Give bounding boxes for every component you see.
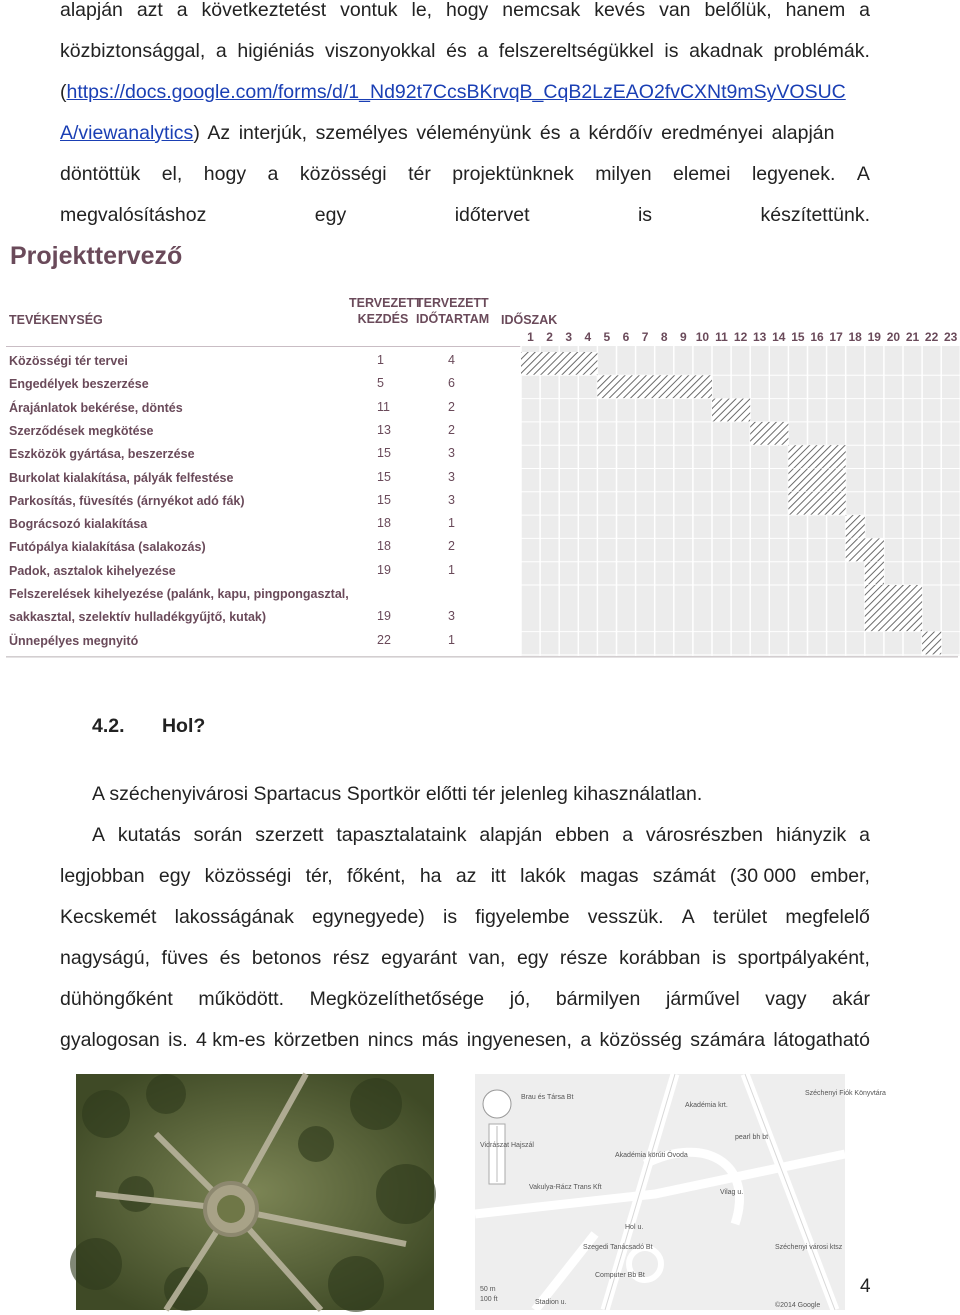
text-line-4 xyxy=(60,113,870,154)
line5-word: legyenek. xyxy=(751,163,836,185)
p2-word: az xyxy=(455,865,477,887)
p2-line xyxy=(60,1020,870,1061)
gantt-chart xyxy=(0,236,960,656)
line2-word: akadnak xyxy=(689,40,763,62)
p2-word: Megközelíthetősége xyxy=(309,988,485,1010)
gantt-bar xyxy=(788,492,845,515)
p2-word: hiányzik xyxy=(775,824,847,846)
line1-word: azt xyxy=(136,0,163,21)
planned-duration: 2 xyxy=(448,539,455,554)
p2-word: járművel xyxy=(666,988,740,1010)
period-number: 23 xyxy=(944,330,958,344)
p2-word: ha xyxy=(419,865,442,887)
p2-word: működött. xyxy=(198,988,284,1010)
period-number: 9 xyxy=(679,330,687,344)
p2-word: füves xyxy=(161,947,209,969)
p2-word: körzetben xyxy=(273,1029,360,1051)
activity-label: Szerződések megkötése xyxy=(9,423,154,438)
p2-word: van, xyxy=(468,947,506,969)
p2-word: magas xyxy=(579,865,639,887)
map-label: Vakulya-Rácz Trans Kft xyxy=(529,1184,602,1191)
gantt-title: Projekttervező xyxy=(10,242,183,270)
activity-label: Bográcsozó kialakítása xyxy=(9,517,148,532)
planned-start: 18 xyxy=(377,539,391,554)
map-label: Akadémia körúti Óvoda xyxy=(615,1152,688,1159)
map-label: Computer Bb Bt xyxy=(595,1272,645,1279)
period-number: 19 xyxy=(867,330,881,344)
text-line-1 xyxy=(60,0,870,31)
p2-word: egyaránt xyxy=(381,947,458,969)
p2-word: a xyxy=(859,824,870,846)
p2-word: (30 000 xyxy=(729,865,797,887)
map-label: Akadémia krt. xyxy=(685,1102,728,1109)
period-number: 10 xyxy=(695,330,710,344)
activity-label: Burkolat kialakítása, pályák felfestése xyxy=(9,470,234,485)
map-label: Stadion u. xyxy=(535,1299,567,1306)
period-number: 16 xyxy=(810,330,824,344)
p2-line xyxy=(60,938,870,979)
map-label: Széchenyi Fiók Könyvtára xyxy=(805,1090,886,1097)
col-activity-header: TEVÉKENYSÉG xyxy=(9,313,103,327)
map-label: Szegedi Tanácsadó Bt xyxy=(583,1244,653,1251)
col-start-line2: KEZDÉS xyxy=(357,312,409,326)
gantt-bar xyxy=(788,445,845,468)
map-label: pearl bh bt xyxy=(735,1134,769,1141)
period-number: 22 xyxy=(924,330,939,344)
p2-word: vagy xyxy=(765,988,807,1010)
col-period-header: IDŐSZAK xyxy=(501,313,558,327)
period-number: 5 xyxy=(603,330,611,344)
planned-duration: 3 xyxy=(448,492,455,507)
p2-word: Kecskemét xyxy=(60,906,157,928)
gantt-bar xyxy=(712,399,750,422)
activity-label: Közösségi tér tervei xyxy=(9,354,128,368)
line2-word: a xyxy=(215,40,227,62)
p2-word: tér, xyxy=(305,865,333,887)
p2-word: főként, xyxy=(347,865,406,887)
planned-start: 18 xyxy=(377,516,391,531)
gantt-bar xyxy=(597,375,712,398)
map-label: Széchenyi városi ktsz xyxy=(775,1244,843,1251)
p2-word: közösségi xyxy=(204,865,292,887)
map-label: 100 ft xyxy=(480,1296,498,1303)
period-number: 17 xyxy=(829,330,843,344)
p2-word: ebben xyxy=(555,824,610,846)
p2-word: legjobban xyxy=(60,865,145,887)
p2-word: is xyxy=(712,947,727,969)
p2-word: más xyxy=(421,1029,459,1051)
page-number: 4 xyxy=(860,1276,871,1297)
p2-word: egy xyxy=(158,865,191,887)
section-p2 xyxy=(60,815,870,1061)
period-number: 4 xyxy=(584,330,592,344)
p2-word: kutatás xyxy=(117,824,181,846)
activity-label: Parkosítás, füvesítés (árnyékot adó fák) xyxy=(9,493,245,508)
text-line-6: megvalósításhoz egy időtervet is készítettünk. xyxy=(60,204,870,226)
p2-word: ember, xyxy=(810,865,870,887)
p2-line xyxy=(60,979,870,1020)
p2-word: is. xyxy=(168,1029,188,1051)
link-open-paren: ( xyxy=(60,81,67,103)
p2-word: tapasztalataink xyxy=(336,824,467,846)
street-map xyxy=(475,1074,886,1310)
planned-duration: 3 xyxy=(448,446,455,461)
p2-word: gyalogosan xyxy=(60,1029,160,1051)
planned-duration: 6 xyxy=(448,376,455,391)
planned-duration: 1 xyxy=(448,516,455,531)
p2-word: rész xyxy=(332,947,370,969)
p2-word: a xyxy=(580,1029,592,1051)
aerial-photo-graphic xyxy=(76,1074,434,1310)
p2-word: korábban xyxy=(619,947,701,969)
planned-duration: 1 xyxy=(448,632,455,647)
p2-word: számára xyxy=(690,1029,766,1051)
p2-word: terület xyxy=(712,906,768,928)
line5-word: tér xyxy=(408,163,431,185)
p2-word: betonos xyxy=(251,947,322,969)
line1-word: a xyxy=(176,0,188,21)
planned-duration: 3 xyxy=(448,469,455,484)
col-duration-line2: IDŐTARTAM xyxy=(416,312,490,326)
p2-word: 4 km-es xyxy=(195,1029,266,1051)
map-label: Vilag u. xyxy=(720,1189,744,1196)
planned-duration: 2 xyxy=(448,422,455,437)
p2-word: A xyxy=(681,906,695,928)
p2-word: jó, xyxy=(509,988,531,1010)
p2-word: során xyxy=(193,824,243,846)
p2-word: itt xyxy=(490,865,506,887)
line5-word: milyen xyxy=(595,163,652,185)
line5-word: közösségi xyxy=(299,163,387,185)
activity-label: Ünnepélyes megnyitó xyxy=(9,633,139,648)
line1-word: kevés xyxy=(594,0,646,21)
aerial-photo xyxy=(76,1074,434,1310)
period-number: 13 xyxy=(753,330,767,344)
line2-word: viszonyokkal xyxy=(324,40,436,62)
p2-word: megfelelő xyxy=(785,906,870,928)
text-line-5 xyxy=(60,154,870,195)
gantt-bar xyxy=(922,632,941,655)
period-number: 11 xyxy=(715,330,728,344)
planned-start: 11 xyxy=(377,399,390,414)
line5-word: el, xyxy=(161,163,183,185)
p2-word: alapján xyxy=(479,824,543,846)
period-number: 20 xyxy=(886,330,901,344)
p2-word: bármilyen xyxy=(555,988,641,1010)
line2-word: problémák. xyxy=(773,40,870,62)
planned-start: 15 xyxy=(377,492,391,507)
p2-word: közösség xyxy=(599,1029,682,1051)
line1-word: hanem xyxy=(785,0,846,21)
activity-label: Árajánlatok bekérése, döntés xyxy=(9,400,183,415)
section-number: 4.2. xyxy=(92,715,125,737)
line5-word: a xyxy=(267,163,279,185)
activity-label: Felszerelések kihelyezése (palánk, kapu, pingpongasztal, xyxy=(9,587,349,601)
gantt-bar xyxy=(846,515,865,538)
p2-word: szerzett xyxy=(255,824,324,846)
line1-word: van xyxy=(659,0,691,21)
line2-word: a xyxy=(477,40,489,62)
map-label: ©2014 Google xyxy=(775,1302,821,1309)
line5-word: projektünknek xyxy=(452,163,574,185)
p2-word: ingyenesen, xyxy=(466,1029,572,1051)
period-number: 3 xyxy=(565,330,573,344)
line4-text: ) Az interjúk, személyes véleményünk és a kérdőív eredményei alapján xyxy=(193,122,835,144)
text-line-3 xyxy=(60,72,870,113)
planned-start: 13 xyxy=(377,422,391,437)
p2-word: egynegyede) xyxy=(312,906,425,928)
col-duration-line1: TERVEZETT xyxy=(416,296,489,310)
gantt-bar xyxy=(846,538,884,561)
p2-line xyxy=(60,815,870,856)
line2-word: és xyxy=(446,40,467,62)
p2-word: számát xyxy=(652,865,716,887)
period-number: 1 xyxy=(527,330,534,344)
line1-word: vontuk xyxy=(340,0,398,21)
line5-word: döntöttük xyxy=(60,163,141,185)
p2-word: városrészben xyxy=(645,824,763,846)
map-label: Brau és Társa Bt xyxy=(521,1094,574,1101)
map-label: Vidrászat Hajszál xyxy=(480,1142,534,1149)
p2-word: a xyxy=(622,824,634,846)
section-title: Hol? xyxy=(161,715,206,737)
line5-word: A xyxy=(856,163,870,185)
p2-word: sportpályaként, xyxy=(737,947,870,969)
period-number: 15 xyxy=(791,330,805,344)
analytics-link[interactable]: https://docs.google.com/forms/d/1_Nd92t7CcsBKrvqB_CqB2LzEAO2fvCXNt9mSyVOSUC xyxy=(66,81,846,103)
planned-start: 19 xyxy=(377,562,391,577)
planned-duration: 1 xyxy=(448,562,455,577)
p2-word: dühöngőként xyxy=(60,988,173,1010)
planned-duration: 4 xyxy=(448,353,455,367)
gantt-bar xyxy=(865,562,884,585)
p2-line xyxy=(60,897,870,938)
period-number: 12 xyxy=(733,330,748,344)
planned-duration: 2 xyxy=(448,399,455,414)
intro-paragraph xyxy=(60,0,870,236)
line1-word: le, xyxy=(411,0,433,21)
period-number: 14 xyxy=(772,330,786,344)
line2-word: felszereltségükkel xyxy=(498,40,654,62)
line1-word: nemcsak xyxy=(502,0,581,21)
p2-word: nagyságú, xyxy=(60,947,150,969)
text-line-2 xyxy=(60,31,870,72)
p2-line xyxy=(60,856,870,897)
period-number: 7 xyxy=(641,330,649,344)
map-label: 50 m xyxy=(480,1286,496,1293)
p2-word: A xyxy=(92,824,106,846)
line1-word: alapján xyxy=(60,0,123,21)
period-number: 18 xyxy=(848,330,862,344)
p2-word: része xyxy=(559,947,608,969)
p2-word: látogatható xyxy=(773,1029,870,1051)
period-number: 21 xyxy=(905,330,920,344)
gantt-bar xyxy=(521,352,597,375)
planned-duration: 3 xyxy=(448,609,455,624)
map-label: Hol u. xyxy=(625,1224,644,1231)
period-number: 6 xyxy=(622,330,630,344)
gantt-bar xyxy=(788,469,845,492)
line5-word: hogy xyxy=(203,163,247,185)
gantt-bar xyxy=(865,585,922,632)
planned-start: 15 xyxy=(377,446,391,461)
p2-word: nincs xyxy=(367,1029,414,1051)
p2-word: figyelembe xyxy=(475,906,570,928)
planned-start: 1 xyxy=(377,353,384,367)
line2-word: is xyxy=(664,40,679,62)
line2-word: közbiztonsággal, xyxy=(60,40,206,62)
line2-word: higiéniás xyxy=(237,40,315,62)
period-number: 2 xyxy=(546,330,553,344)
p2-word: is xyxy=(442,906,458,928)
p2-word: és xyxy=(219,947,241,969)
section-p1: A széchenyivárosi Spartacus Sportkör előtti tér jelenleg kihasználatlan. xyxy=(92,783,703,805)
col-start-line1: TERVEZETT xyxy=(349,296,422,310)
p2-word: egy xyxy=(516,947,549,969)
p2-word: lakók xyxy=(520,865,566,887)
line5-word: elemei xyxy=(673,163,731,185)
p2-word: akár xyxy=(832,988,870,1010)
planned-start: 15 xyxy=(377,469,391,484)
activity-label: Eszközök gyártása, beszerzése xyxy=(9,447,195,462)
line1-word: a xyxy=(859,0,870,21)
activity-label: Padok, asztalok kihelyezése xyxy=(9,563,176,578)
activity-label: Engedélyek beszerzése xyxy=(9,377,149,392)
planned-start: 19 xyxy=(377,609,391,624)
activity-label-continued: sakkasztal, szelektív hulladékgyűjtő, kutak) xyxy=(9,610,267,625)
period-number: 8 xyxy=(660,330,668,344)
street-map-graphic xyxy=(475,1074,845,1310)
line1-word: belőlük, xyxy=(704,0,772,21)
gantt-bar xyxy=(750,422,788,445)
activity-label: Futópálya kialakítása (salakozás) xyxy=(9,540,206,555)
p2-word: lakosságának xyxy=(174,906,294,928)
planned-start: 5 xyxy=(377,376,384,391)
line1-word: következtetést xyxy=(201,0,327,21)
section-heading xyxy=(92,706,205,747)
planned-start: 22 xyxy=(377,632,391,647)
analytics-link-continued[interactable]: A/viewanalytics xyxy=(60,122,194,144)
p2-word: vesszük. xyxy=(587,906,664,928)
line1-word: hogy xyxy=(446,0,489,21)
